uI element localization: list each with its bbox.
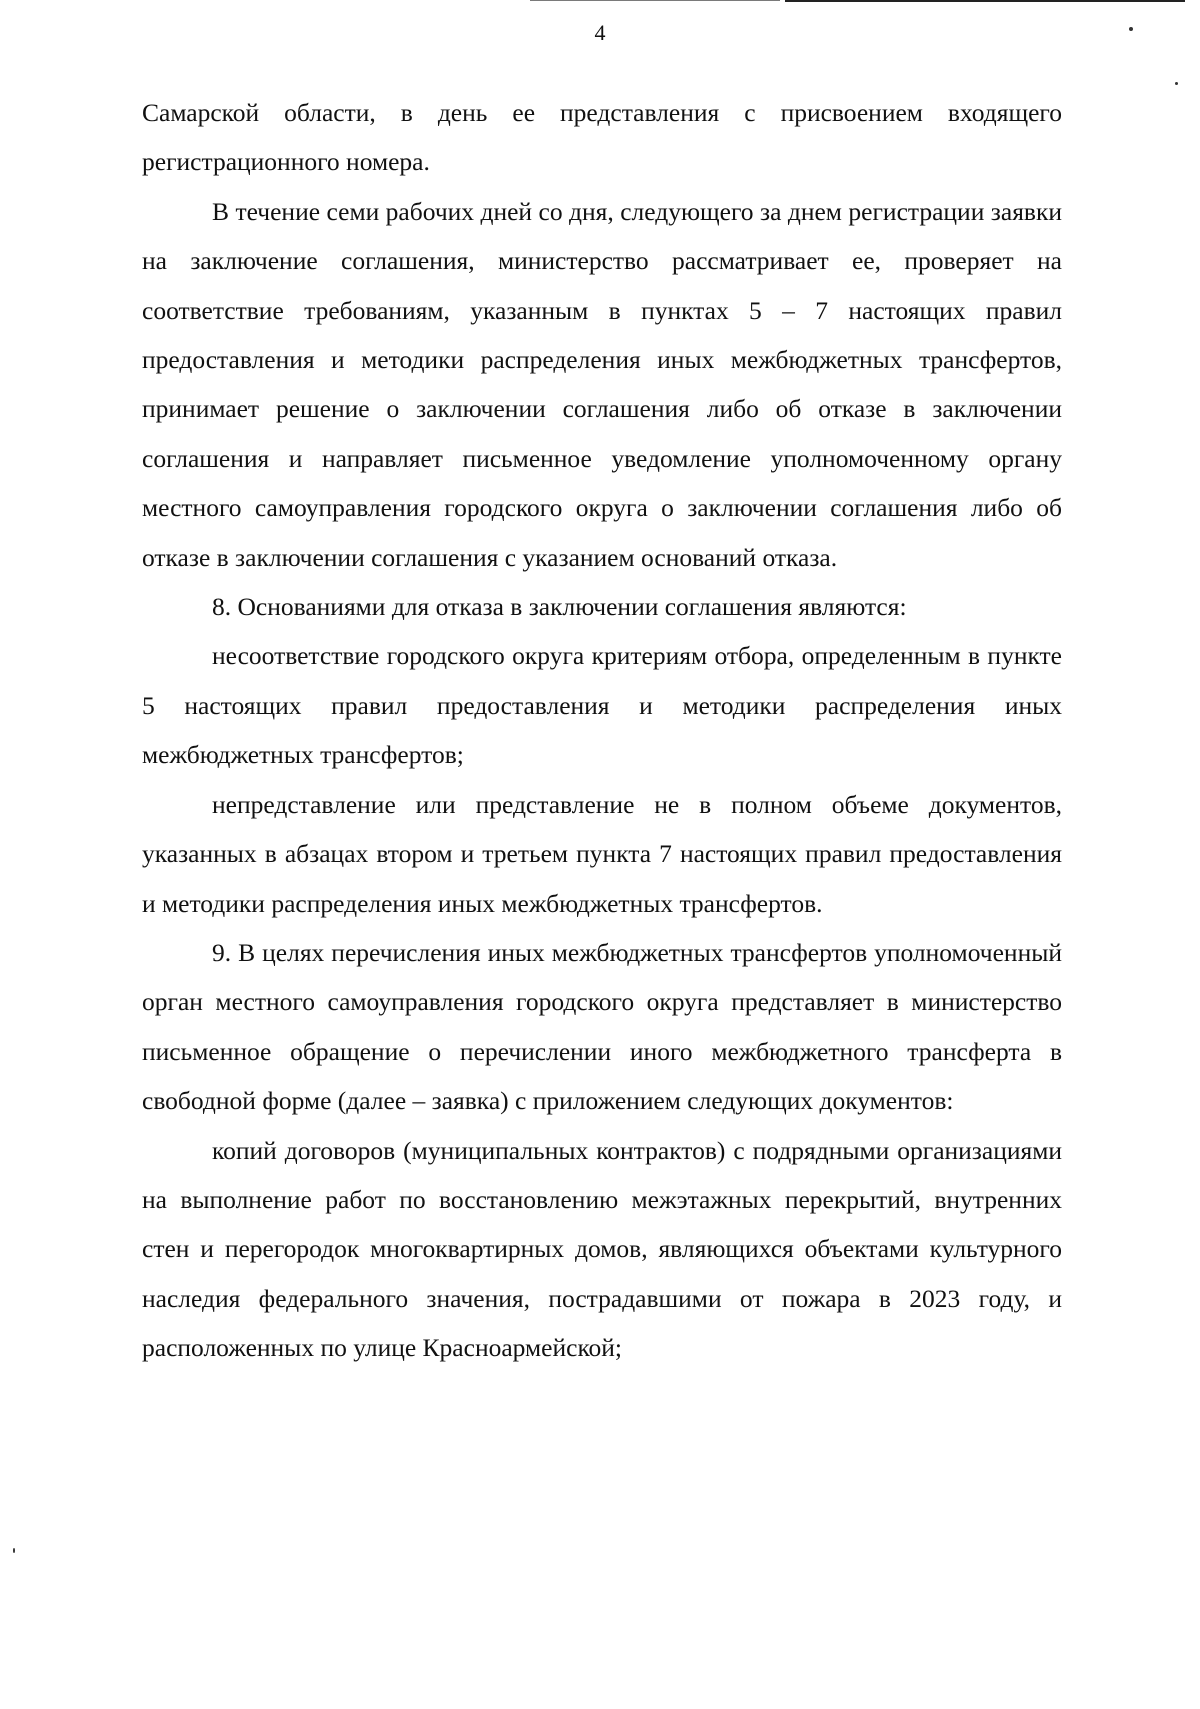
document-body: [142, 88, 1062, 1373]
scan-speck: [1175, 82, 1178, 85]
paragraph-refusal-ground-criteria: несоответствие городского округа критериям отбора, определенным в пункте 5 настоящих правил предоставления и методики распределения иных межбюджетных трансфертов;: [142, 641, 1062, 770]
top-edge-rule-left: [530, 0, 780, 1]
paragraph-refusal-ground-documents: непредставление или представление не в полном объеме документов, указанных в абзацах втором и третьем пункта 7 настоящих правил предоставления и методики распределения иных межбюджетных трансфертов.: [142, 789, 1062, 918]
paragraph-transfer-request: 9. В целях перечисления иных межбюджетных трансфертов уполномоченный орган местного самоуправления городского округа представляет в министерство письменное обращение о перечислении иного межбюджетного трансферта в свободной форме (далее – заявка) с приложением следующих документов:: [142, 937, 1062, 1116]
paragraph-review-procedure: В течение семи рабочих дней со дня, следующего за днем регистрации заявки на заключение соглашения, министерство рассматривает ее, проверяет на соответствие требованиям, указанным в пунктах 5 – 7 настоящих правил предоставления и методики распределения иных межбюджетных трансфертов, принимает решение о заключении соглашения либо об отказе в заключении соглашения и направляет письменное уведомление уполномоченному органу местного самоуправления городского округа о заключении соглашения либо об отказе в заключении соглашения с указанием оснований отказа.: [142, 196, 1062, 572]
top-edge-rule-right: [785, 0, 1185, 2]
page-number: 4: [594, 20, 606, 45]
scan-speck: [13, 1548, 15, 1553]
paragraph-refusal-grounds-heading: 8. Основаниями для отказа в заключении соглашения являются:: [212, 592, 907, 622]
paragraph-contract-copies: копий договоров (муниципальных контрактов) с подрядными организациями на выполнение работ по восстановлению межэтажных перекрытий, внутренних стен и перегородок многоквартирных домов, являющихся объектами культурного наследия федерального значения, пострадавшими от пожара в 2023 году, и расположенных по улице Красноармейской;: [142, 1135, 1062, 1363]
paragraph-continuation: Самарской области, в день ее представления с присвоением входящего регистрационного номера.: [142, 98, 1062, 177]
